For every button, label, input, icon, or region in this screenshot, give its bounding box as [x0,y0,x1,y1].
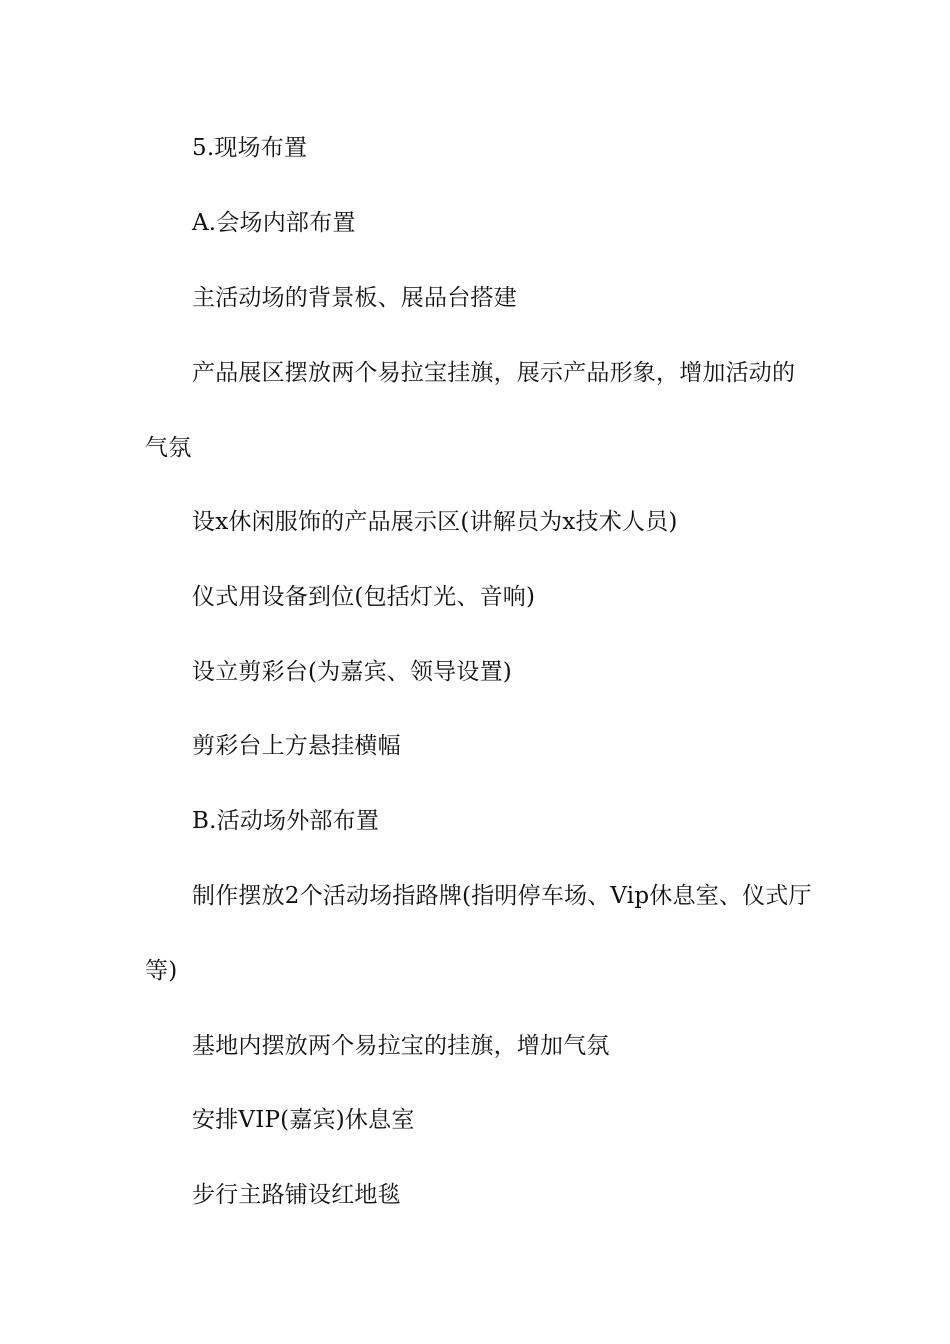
paragraph-red-carpet: 步行主路铺设红地毯 [192,1182,401,1209]
paragraph-ribbon-cutting-stage: 设立剪彩台(为嘉宾、领导设置) [192,658,512,685]
subsection-heading-outdoor-layout: B.活动场外部布置 [192,808,380,835]
paragraph-vip-lounge: 安排VIP(嘉宾)休息室 [192,1107,415,1134]
subsection-heading-indoor-layout: A.会场内部布置 [192,209,356,236]
paragraph-product-showcase-area: 设x休闲服饰的产品展示区(讲解员为x技术人员) [192,508,678,535]
paragraph-banner-hanging: 剪彩台上方悬挂横幅 [192,733,401,760]
paragraph-ceremony-equipment: 仪式用设备到位(包括灯光、音响) [192,583,536,610]
section-heading-site-layout: 5.现场布置 [192,135,308,161]
paragraph-direction-signs: 制作摆放2个活动场指路牌(指明停车场、Vip休息室、仪式厅等) [145,883,812,985]
document-body [145,130,815,1252]
paragraph-product-display-banners: 产品展区摆放两个易拉宝挂旗，展示产品形象，增加活动的气氛 [145,359,796,461]
paragraph-backdrop-setup: 主活动场的背景板、展品台搭建 [192,284,517,311]
paragraph-base-banners: 基地内摆放两个易拉宝的挂旗，增加气氛 [192,1032,610,1059]
